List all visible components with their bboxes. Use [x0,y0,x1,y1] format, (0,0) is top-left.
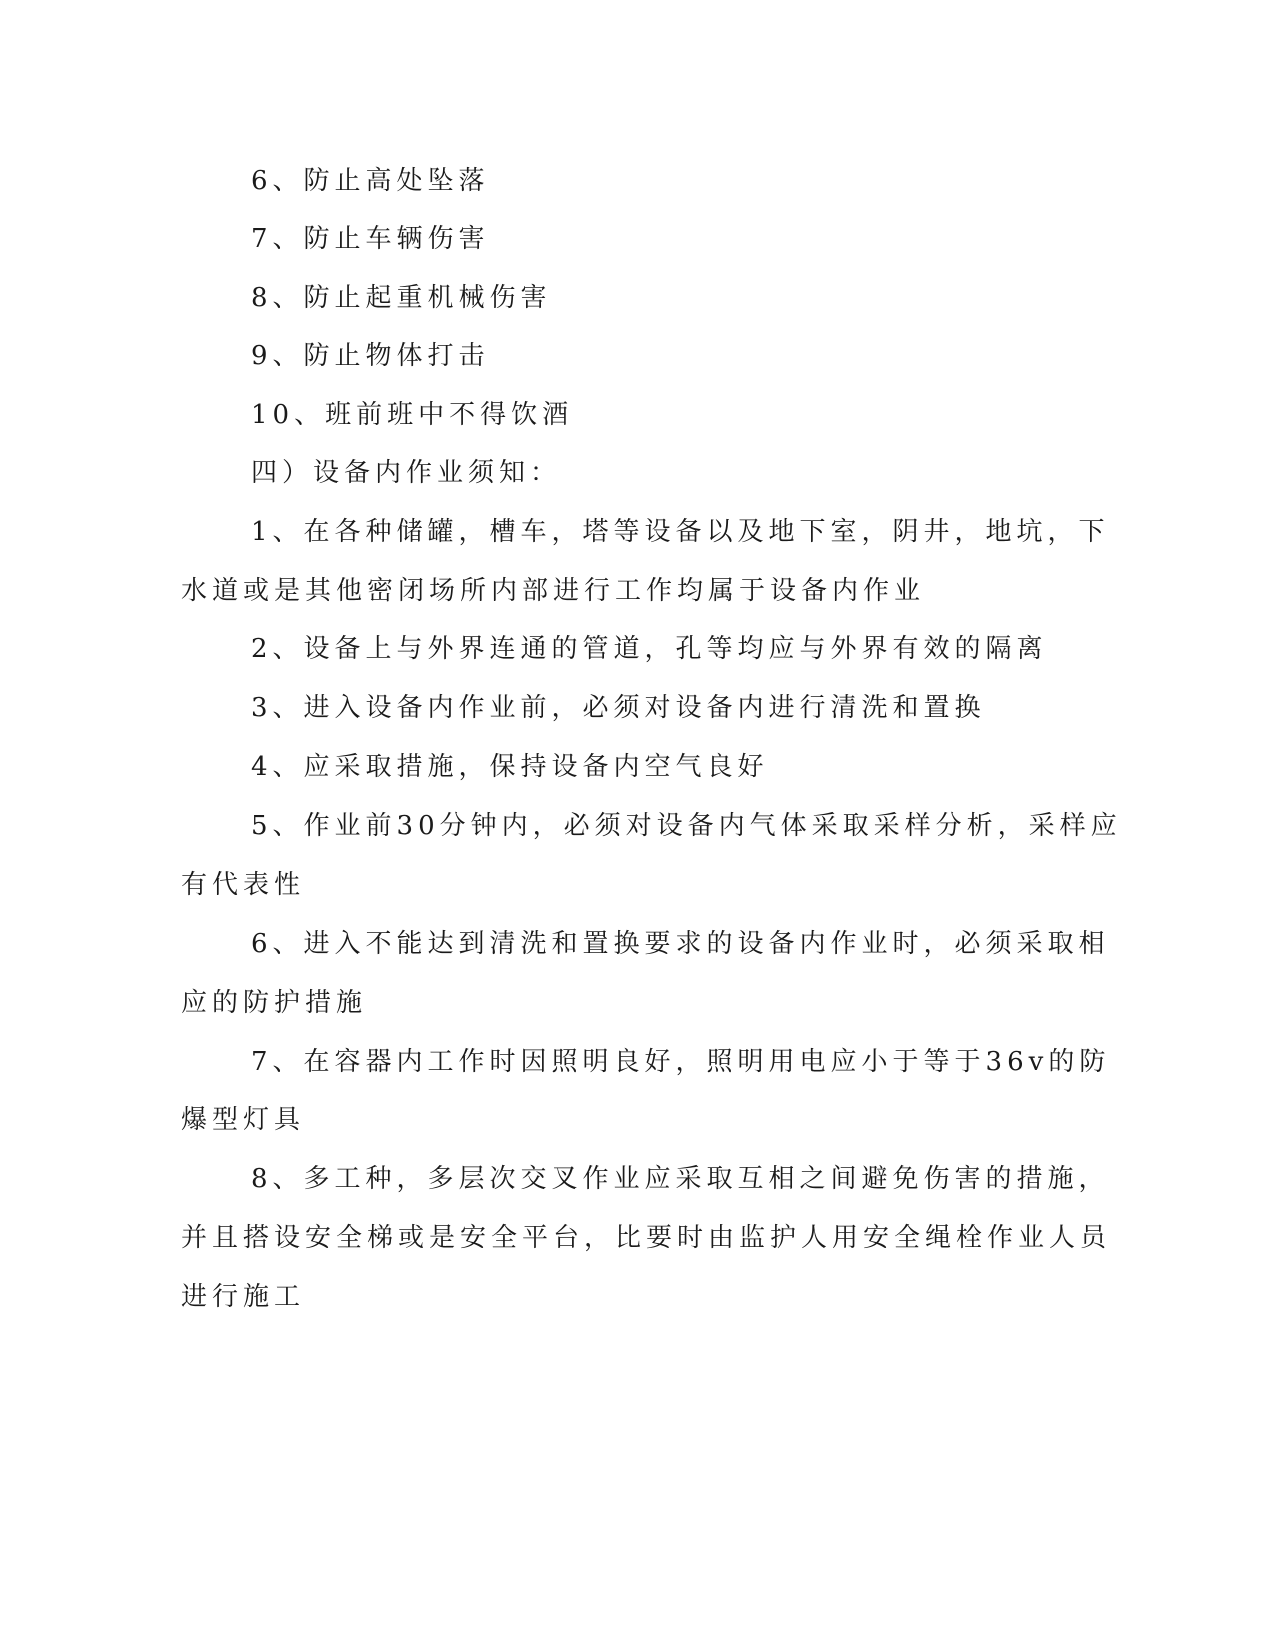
item-object-strike: 9、防止物体打击 [251,341,490,371]
section-heading: 四）设备内作业须知： [251,458,562,488]
paragraph-line: 并且搭设安全梯或是安全平台，比要时由监护人用安全绳栓作业人员 [181,1223,1112,1253]
item-crane-injury: 8、防止起重机械伤害 [251,283,552,313]
paragraph-line: 7、在容器内工作时因照明良好，照明用电应小于等于36v的防 [251,1047,1111,1077]
item-vehicle-injury: 7、防止车辆伤害 [251,224,490,254]
paragraph-line: 有代表性 [181,870,306,900]
paragraph-line: 爆型灯具 [181,1105,306,1135]
item-no-drinking: 10、班前班中不得饮酒 [251,400,574,430]
paragraph-line: 水道或是其他密闭场所内部进行工作均属于设备内作业 [181,576,926,606]
paragraph-line: 8、多工种，多层次交叉作业应采取互相之间避免伤害的措施， [251,1164,1110,1194]
paragraph-line: 3、进入设备内作业前，必须对设备内进行清洗和置换 [251,693,986,723]
item-fall-prevention: 6、防止高处坠落 [251,166,490,196]
paragraph-line: 应的防护措施 [181,988,368,1018]
paragraph-line: 2、设备上与外界连通的管道，孔等均应与外界有效的隔离 [251,634,1048,664]
paragraph-line: 进行施工 [181,1282,306,1312]
paragraph-line: 5、作业前30分钟内，必须对设备内气体采取采样分析，采样应 [251,811,1122,841]
paragraph-line: 4、应采取措施，保持设备内空气良好 [251,752,769,782]
paragraph-line: 1、在各种储罐，槽车，塔等设备以及地下室，阴井，地坑，下 [251,517,1110,547]
paragraph-line: 6、进入不能达到清洗和置换要求的设备内作业时，必须采取相 [251,929,1110,959]
